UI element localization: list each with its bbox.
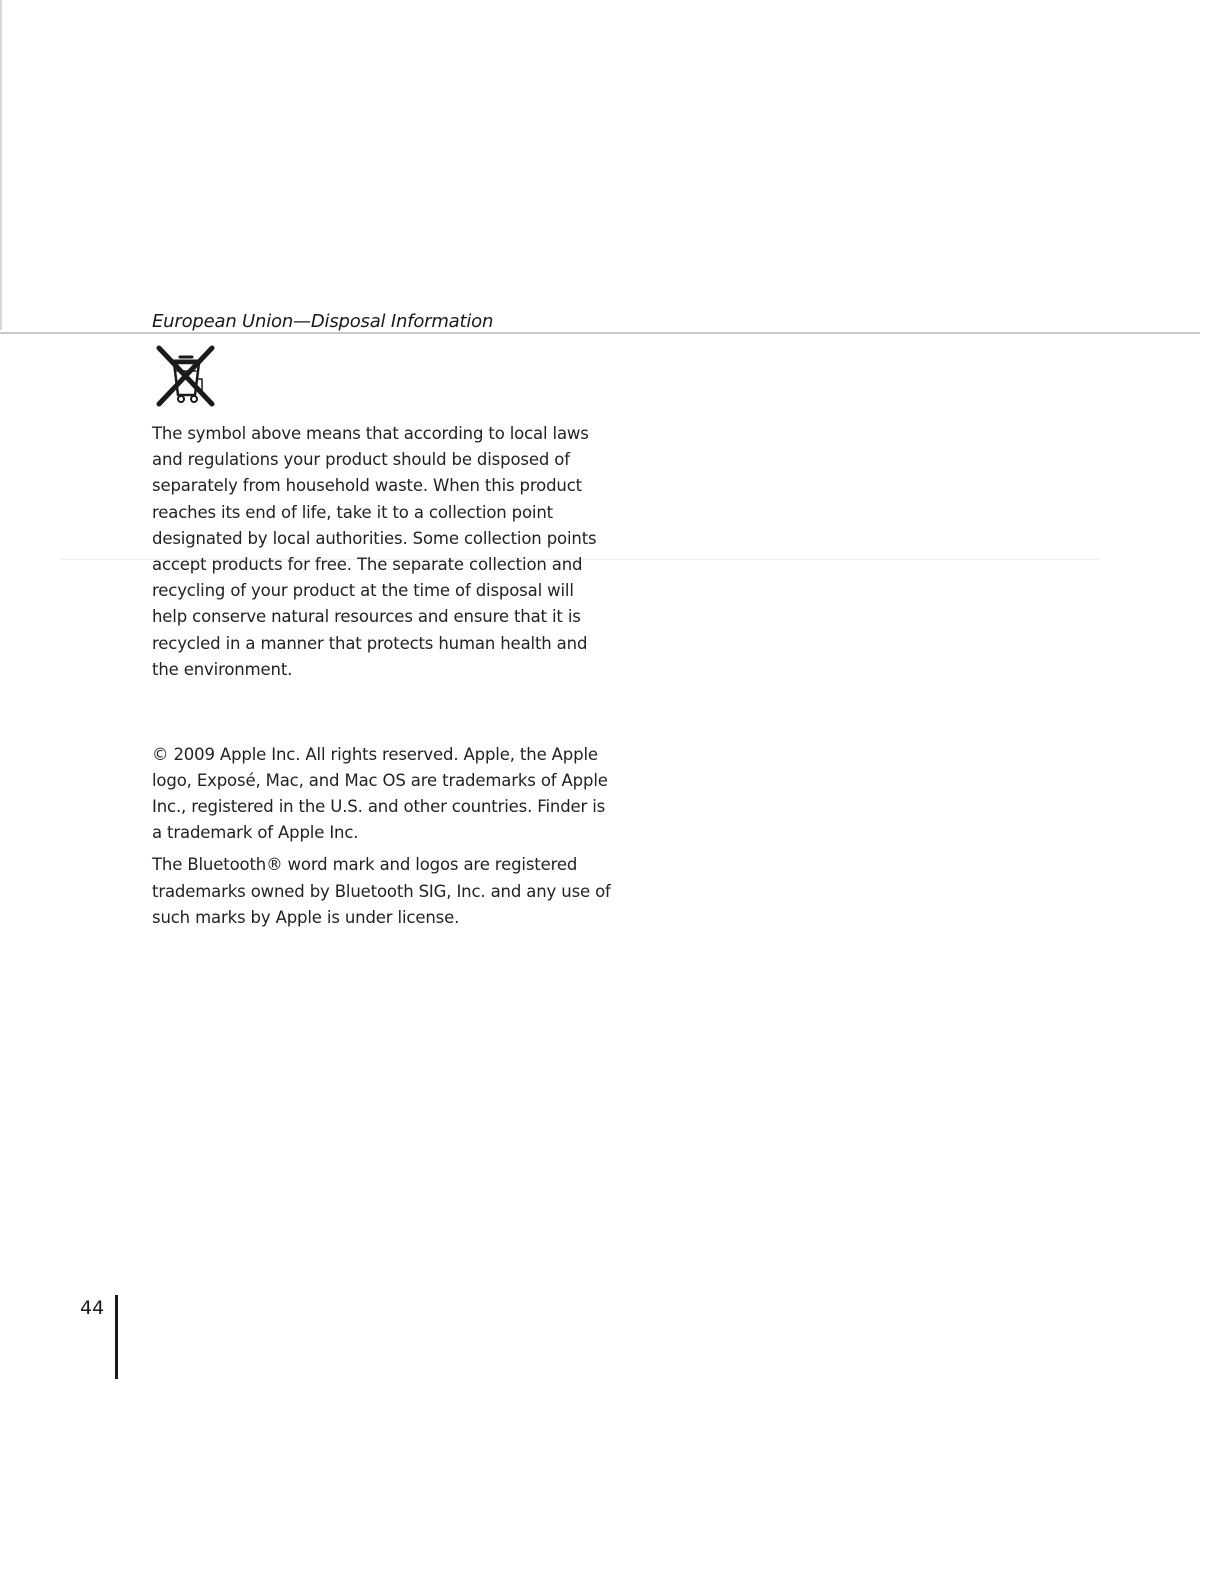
disposal-line: and regulations your product should be disposed of <box>152 450 570 470</box>
bluetooth-line: The Bluetooth® word mark and logos are registered <box>152 855 578 874</box>
disposal-line: the environment. <box>152 659 293 679</box>
crossed-out-wheelie-bin-icon <box>152 343 220 411</box>
disposal-line: help conserve natural resources and ensure that it is <box>152 607 581 627</box>
page-number-bar <box>115 1295 118 1379</box>
bluetooth-line: such marks by Apple is under license. <box>152 908 460 927</box>
disposal-line: reaches its end of life, take it to a collection point <box>152 502 553 522</box>
copyright-line: logo, Exposé, Mac, and Mac OS are trademarks of Apple <box>152 771 608 790</box>
disposal-line: accept products for free. The separate collection and <box>152 555 583 575</box>
disposal-paragraph <box>152 421 597 683</box>
copyright-paragraph <box>152 742 608 846</box>
copyright-line: Inc., registered in the U.S. and other countries. Finder is <box>152 797 606 816</box>
disposal-line: recycled in a manner that protects human health and <box>152 633 588 653</box>
section-heading: European Union—Disposal Information <box>152 311 494 332</box>
copyright-line: © 2009 Apple Inc. All rights reserved. Apple, the Apple <box>152 745 598 764</box>
section-rule <box>0 332 1200 334</box>
page-left-edge <box>0 0 2 330</box>
page-number: 44 <box>80 1297 105 1319</box>
disposal-line: separately from household waste. When this product <box>152 476 582 496</box>
copyright-line: a trademark of Apple Inc. <box>152 823 359 842</box>
disposal-line: The symbol above means that according to local laws <box>152 424 589 443</box>
disposal-line: recycling of your product at the time of disposal will <box>152 581 574 601</box>
bluetooth-paragraph <box>152 852 611 932</box>
disposal-line: designated by local authorities. Some collection points <box>152 528 597 548</box>
bluetooth-line: trademarks owned by Bluetooth SIG, Inc. and any use of <box>152 881 611 901</box>
